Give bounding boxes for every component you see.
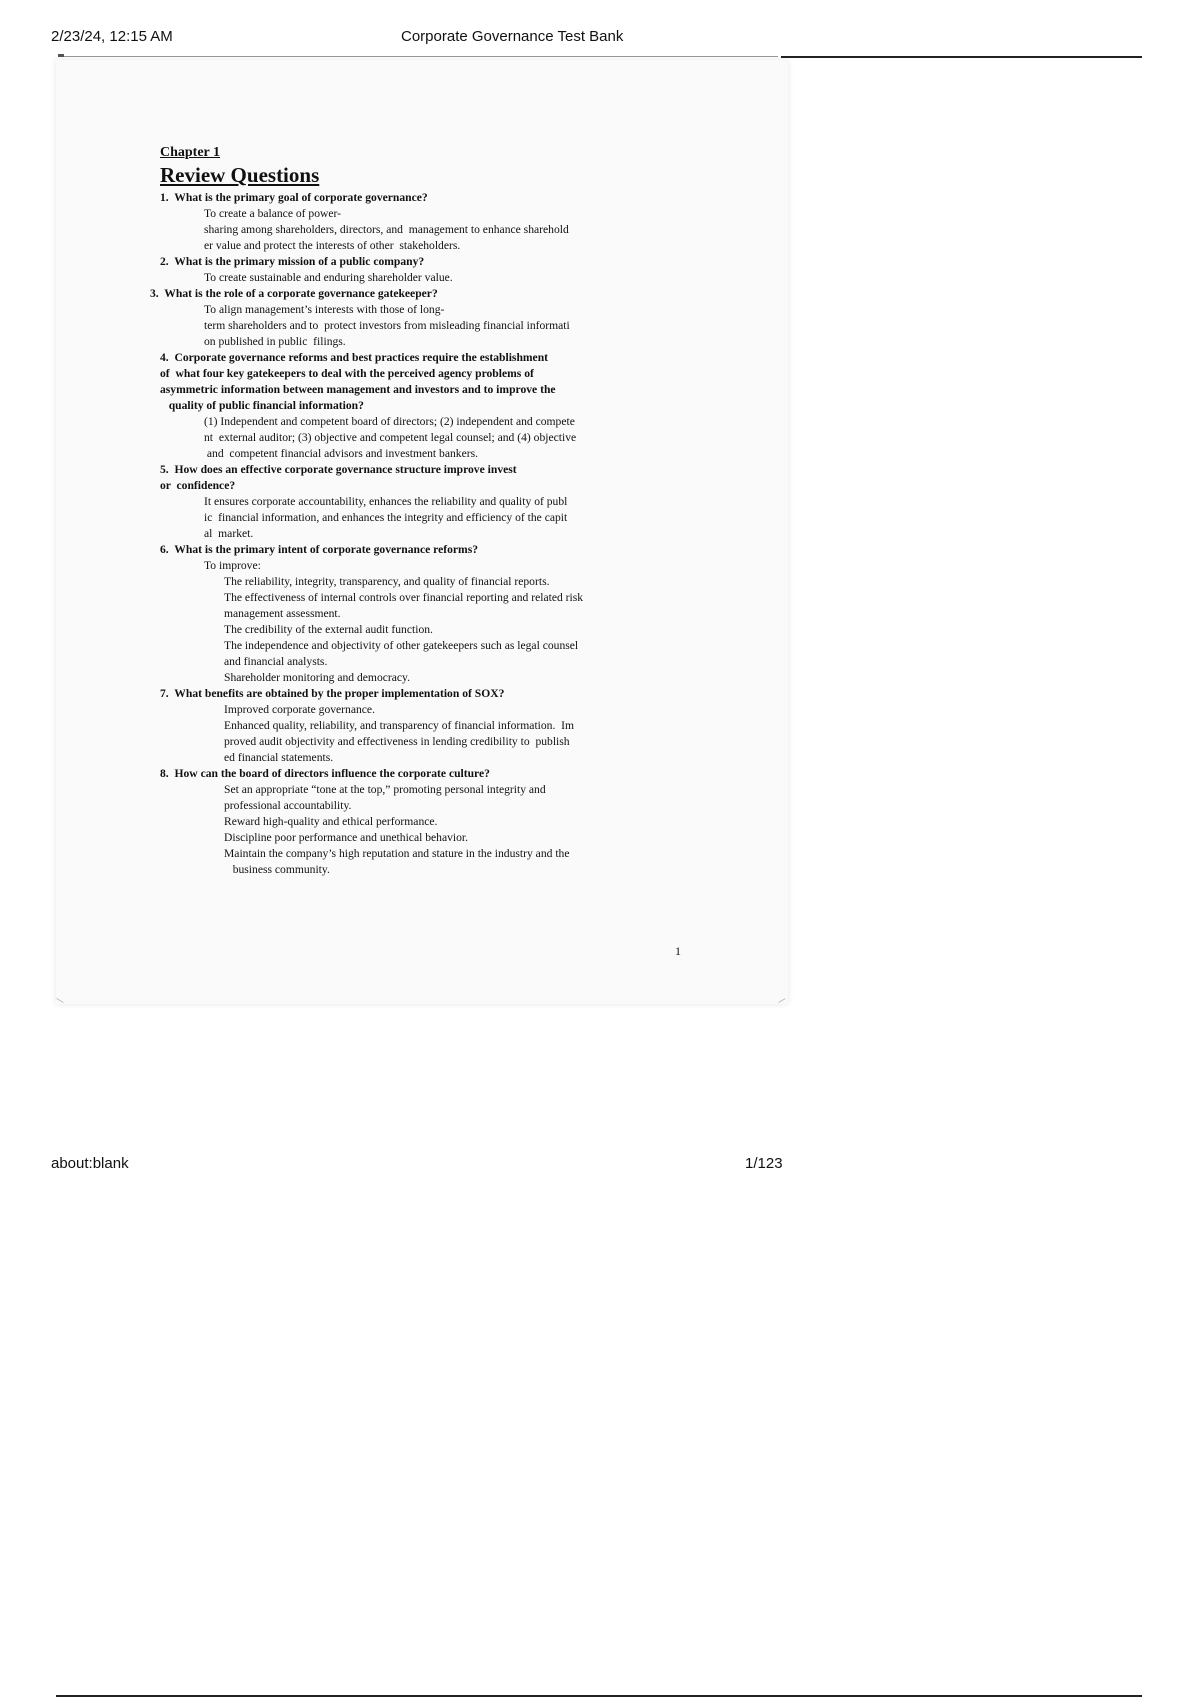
page-number: 1 — [675, 944, 681, 958]
print-header-datetime: 2/23/24, 12:15 AM — [51, 28, 173, 45]
answer-line: It ensures corporate accountability, enhances the reliability and quality of publ — [204, 495, 568, 508]
question-line: quality of public financial information? — [160, 399, 364, 412]
answer-line: business community. — [224, 863, 330, 876]
answer-line: er value and protect the interests of other stakeholders. — [204, 239, 461, 252]
answer-line: Improved corporate governance. — [224, 703, 375, 716]
question-line: asymmetric information between management and investors and to improve the — [160, 383, 556, 396]
answer-line: Set an appropriate “tone at the top,” promoting personal integrity and — [224, 783, 546, 796]
review-questions-list — [150, 190, 690, 878]
answer-line: and competent financial advisors and investment bankers. — [204, 447, 478, 460]
answer-line: professional accountability. — [224, 799, 352, 812]
answer-line: ic financial information, and enhances the integrity and efficiency of the capit — [204, 511, 568, 524]
answer-line: on published in public filings. — [204, 335, 346, 348]
document-content — [150, 144, 690, 878]
page-top-edge — [58, 56, 778, 57]
answer-line: nt external auditor; (3) objective and competent legal counsel; and (4) objective — [204, 431, 577, 444]
answer-line: The effectiveness of internal controls over financial reporting and related risk — [224, 591, 584, 604]
answer-line: To create a balance of power- — [204, 207, 342, 220]
answer-line: Enhanced quality, reliability, and transparency of financial information. Im — [224, 719, 575, 732]
answer-line: ed financial statements. — [224, 751, 334, 764]
question-line: 2. What is the primary mission of a public company? — [160, 255, 425, 268]
page-title: Review Questions — [160, 163, 320, 187]
answer-line: management assessment. — [224, 607, 341, 620]
answer-line: term shareholders and to protect investors from misleading financial informati — [204, 319, 570, 332]
answer-line: (1) Independent and competent board of directors; (2) independent and compete — [204, 415, 575, 428]
answer-line: Shareholder monitoring and democracy. — [224, 671, 410, 684]
answer-line: To create sustainable and enduring shareholder value. — [204, 271, 453, 284]
question-line: 8. How can the board of directors influence the corporate culture? — [160, 767, 490, 780]
footer-rule — [56, 1695, 1142, 1697]
answer-line: Maintain the company’s high reputation and stature in the industry and the — [224, 847, 570, 860]
answer-line: proved audit objectivity and effectiveness in lending credibility to publish — [224, 735, 570, 748]
answer-line: Discipline poor performance and unethical behavior. — [224, 831, 469, 844]
answer-line: The reliability, integrity, transparency, and quality of financial reports. — [224, 575, 550, 588]
question-line: 5. How does an effective corporate governance structure improve invest — [160, 463, 517, 476]
header-rule — [781, 56, 1142, 58]
answer-line: Reward high-quality and ethical performance. — [224, 815, 438, 828]
answer-line: To align management’s interests with those of long- — [204, 303, 445, 316]
print-footer-page-count: 1/123 — [745, 1155, 783, 1172]
question-line: of what four key gatekeepers to deal with the perceived agency problems of — [160, 367, 534, 380]
chapter-label: Chapter 1 — [160, 145, 221, 160]
question-line: or confidence? — [160, 479, 236, 492]
answer-line: The credibility of the external audit function. — [224, 623, 433, 636]
question-line: 3. What is the role of a corporate governance gatekeeper? — [150, 287, 438, 300]
question-line: 1. What is the primary goal of corporate governance? — [160, 191, 428, 204]
answer-line: To improve: — [204, 559, 261, 572]
print-header-title: Corporate Governance Test Bank — [401, 28, 624, 45]
answer-line: The independence and objectivity of other gatekeepers such as legal counsel — [224, 639, 579, 652]
question-line: 4. Corporate governance reforms and best practices require the establishment — [160, 351, 549, 364]
print-footer-url: about:blank — [51, 1155, 129, 1172]
answer-line: and financial analysts. — [224, 655, 328, 668]
question-line: 7. What benefits are obtained by the proper implementation of SOX? — [160, 687, 505, 700]
page-corner-mark — [58, 54, 64, 57]
answer-line: sharing among shareholders, directors, and management to enhance sharehold — [204, 223, 569, 236]
question-line: 6. What is the primary intent of corporate governance reforms? — [160, 543, 479, 556]
answer-line: al market. — [204, 527, 254, 540]
